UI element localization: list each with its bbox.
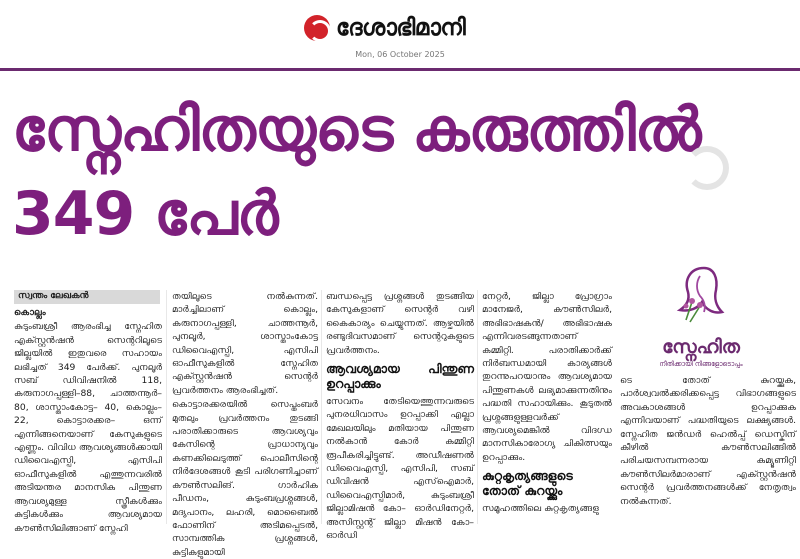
headline-line-1: സ്നേഹിതയുടെ കരുത്തിൽ: [12, 95, 701, 165]
logo[interactable]: [304, 12, 465, 44]
watermark-logo-icon: [685, 146, 729, 190]
subheading: ആവശ്യമായ പിന്തുണ ഉറപ്പാക്കും: [326, 361, 474, 392]
byline: സ്വന്തം ലേഖകൻ: [14, 290, 160, 304]
snehitha-title: സ്നേഹിത: [662, 336, 740, 358]
article-column-1: [14, 306, 162, 534]
paragraph: തയിലൂടെ നൽകുന്നത്. മാർച്ചിലാണ് കൊല്ലം, കരുനാഗപ്പള്ളി, ചാത്തന്നൂർ, പുനലൂർ, ശാസ്താംകോട്ട ഡിവൈഎസ്പി, എസിപി ഓഫീസുകളിൽ സ്നേഹിത എക്സ്റ്റൻഷൻ സെന്റർ പ്രവർത്തനം ആരംഭിച്ചത്.: [172, 291, 318, 396]
publication-date: Mon, 06 October 2025: [355, 50, 445, 59]
paragraph: സമൂഹത്തിലെ കുറ്റകൃത്യങ്ങളു: [482, 503, 599, 515]
logo-text: ദേശാഭിമാനി: [336, 15, 466, 41]
article-column-5: [620, 374, 796, 524]
column-divider: [321, 290, 322, 524]
paragraph: നേറ്റർ, ജില്ലാ പ്രോഗ്രാം മാനേജർ, കൗൺസിലർ, അഭിഭാഷകൻ/ അഭിഭാഷക എന്നിവരടങ്ങുന്നതാണ് കമ്മിറ്റി. പരാതിക്കാർക്ക് നിർബന്ധമായി കാര്യങ്ങൾ തുറന്നുപറയാനും ആവശ്യമായ പിന്തുണകൾ ലഭ്യമാക്കുന്നതിനും പദ്ധതി സഹായിക്കും. കൂടുതൽ പ്രശ്നങ്ങളുള്ളവർക്ക് ആവശ്യമെങ്കിൽ വിദഗ്ധ മാനസികാരോഗ്യ ചികിത്സയും ഉറപ്പാക്കും.: [482, 291, 612, 463]
article-column-2: [172, 290, 318, 558]
snehitha-tagline: നീതിക്കായി നിങ്ങളോടൊപ്പം: [659, 360, 743, 368]
header-divider: [0, 68, 800, 71]
paragraph: ടെ തോത് കുറയ്ക്കുക, പാർശ്വവൽക്കരിക്കപ്പെട്ട വിഭാഗങ്ങളുടെ അവകാശങ്ങൾ ഉറപ്പാക്കുക എന്നിവയാണ് പദ്ധതിയുടെ ലക്ഷ്യങ്ങൾ. സ്നേഹിത ജൻഡർ ഹെൽപ്പ് ഡെസ്കിന് കീഴിൽ കൗൺസലിങ്ങിൽ പരിചയസമ്പന്നരായ കമ്യൂണിറ്റി കൗൺസിലർമാരാണ് എക്സ്റ്റൻഷൻ സെന്റർ പ്രവർത്തനങ്ങൾക്ക് നേതൃത്വം നൽകുന്നത്.: [620, 375, 796, 507]
paragraph: കുടുംബശ്രീ ആരംഭിച്ച സ്നേഹിത എക്സ്റ്റൻഷൻ സെന്ററിലൂടെ ജില്ലയിൽ ഇതുവരെ സഹായം ലഭിച്ചത് 349 പേർക്ക്. പുനലൂർ സബ് ഡിവിഷനിൽ 118, കരുനാഗപ്പള്ളി–88, ചാത്തന്നൂർ–80, ശാസ്താംകോട്ട– 40, കൊല്ലം– 22, കൊട്ടാരക്കര– ഒന്ന് എന്നിങ്ങനെയാണ് കേസുകളുടെ എണ്ണം. വിവിധ ആവശ്യങ്ങൾക്കായി ഡിവൈഎസ്പി, എസിപി ഓഫീസുകളിൽ എത്തുന്നവരിൽ അടിയന്തര മാനസിക പിന്തുണ ആവശ്യമുള്ള സ്ത്രീകൾക്കും കുട്ടികൾക്കും ആവശ്യമായ കൗൺസിലിങ്ങാണ് സ്നേഹി: [14, 321, 162, 534]
column-divider: [166, 290, 167, 524]
headline: [12, 88, 792, 256]
article-column-3: [326, 290, 474, 542]
logo-mark-icon: [304, 15, 330, 41]
headline-line-2: 349 പേർ: [12, 179, 278, 249]
snehitha-logo: [610, 262, 792, 372]
dateline: കൊല്ലം: [14, 307, 46, 318]
column-divider: [477, 290, 478, 524]
article-column-4: [482, 290, 612, 524]
masthead: [0, 0, 800, 68]
paragraph: സേവനം തേടിയെത്തുന്നവരുടെ പുനരധിവാസം ഉറപ്പാക്കി എല്ലാ മേഖലയിലും മതിയായ പിന്തുണ നൽകാൻ കോർ കമ്മിറ്റി രൂപീകരിച്ചിട്ടുണ്ട്. അഡീഷണൽ ഡിവൈഎസ്പി, എസിപി, സബ് ഡിവിഷൻ എസ്ഐമാർ, ഡിവൈഎസ്പിമാർ, കുടുംബശ്രീ ജില്ലാമിഷൻ കോ– ഓർഡിനേറ്റർ, അസിസ്റ്റന്റ് ജില്ലാ മിഷൻ കോ– ഓർഡി: [326, 396, 474, 542]
paragraph: ബന്ധപ്പെട്ട പ്രശ്നങ്ങൾ തുടങ്ങിയ കേസുകളാണ് സെന്റർ വഴി കൈകാര്യം ചെയ്യുന്നത്. ആഴ്ചയിൽ രണ്ടുദിവസമാണ് സെന്ററുകളുടെ പ്രവർത്തനം.: [326, 291, 474, 356]
subheading: കുറ്റകൃത്യങ്ങളുടെ തോത് കുറയ്ക്കും: [482, 468, 573, 499]
snehitha-face-icon: [660, 262, 740, 332]
paragraph: കൊട്ടാരക്കരയിൽ സെപ്തംബർ മുതലും പ്രവർത്തനം തുടങ്ങി പരാതിക്കാരുടെ ആവശ്യവും കേസിന്റെ പ്രാധാന്യവും കണക്കിലെടുത്ത് പൊലീസിന്റെ നിർദേശങ്ങൾ കൂടി പരിഗണിച്ചാണ് കൗൺസലിങ്. ഗാർഹിക പീഡനം, കുടുംബപ്രശ്നങ്ങൾ, മദ്യപാനം, ലഹരി, മൊബൈൽ ഫോണിന് അടിമപ്പെടൽ, സാമ്പത്തിക പ്രശ്നങ്ങൾ, കുട്ടികളുമായി: [172, 399, 318, 558]
